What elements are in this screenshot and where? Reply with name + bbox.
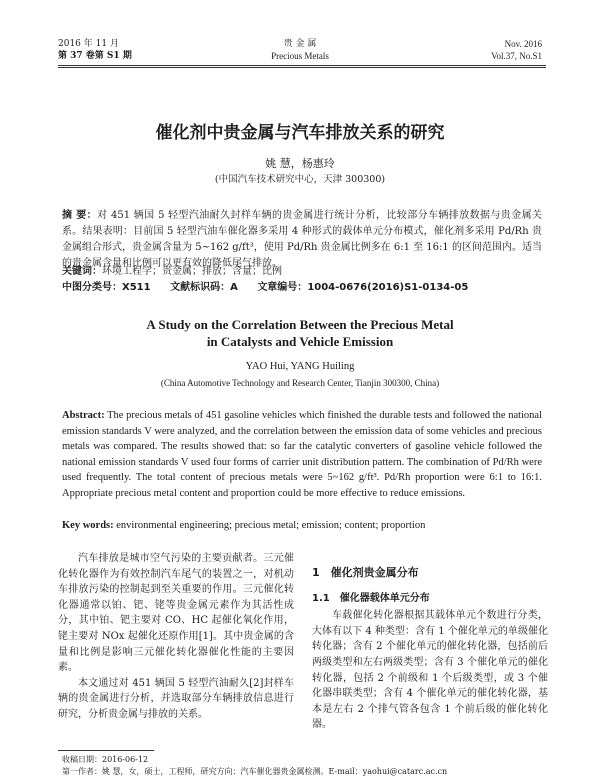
authors-en: YAO Hui, YANG Huiling [245, 361, 355, 372]
article-title-en-line1: A Study on the Correlation Between the Precious Metal [146, 317, 454, 332]
abstract-cn-label: 摘 要： [62, 210, 98, 221]
affiliation-en: (China Automotive Technology and Research Center, Tianjin 300300, China) [160, 378, 440, 388]
header-volume-en: Vol.37, No.S1 [491, 51, 542, 61]
header-issue-info-en [491, 38, 542, 62]
keywords-cn-text: 环境工程学；贵金属；排放；含量；比例 [102, 266, 282, 277]
classification-line [62, 281, 542, 295]
article-title-en [0, 316, 600, 350]
footnote-author: 第一作者：姚 慧，女，硕士，工程师，研究方向：汽车催化器贵金属检测。E-mail：yaohui@catarc.ac.cn [62, 767, 448, 776]
keywords-cn-label: 关键词： [62, 266, 102, 277]
abstract-cn-text: 对 451 辆国 5 轻型汽油耐久封样车辆的贵金属进行统计分析，比较部分车辆排放数据与贵金属关系。结果表明：目前国 5 轻型汽油车催化器多采用 4 种形式的载体单元分布模式，催化剂多采用 Pd/Rh 贵金属组合形式，贵金属含量为 5~162 g/ft³，使用 Pd/Rh 贵金属比例多在 6:1 至 16:1 的区间范围内。适当的贵金属含量和比例可以更有效的降低尾气排放。 [62, 210, 542, 269]
journal-name-cn: 贵 金 属 [283, 39, 317, 49]
footnote-rule [58, 750, 154, 751]
intro-paragraph-2: 本文通过对 451 辆国 5 轻型汽油耐久[2]封样车辆的贵金属进行分析，并选取部分车辆排放信息进行研究，分析贵金属与排放的关系。 [58, 677, 294, 720]
header-volume-cn: 第 37 卷第 S1 期 [58, 51, 132, 61]
keywords-cn [62, 265, 542, 279]
authors-cn: 姚 慧，杨惠玲 [265, 157, 335, 170]
header-date-cn: 2016 年 11 月 [58, 39, 119, 49]
article-title-cn: 催化剂中贵金属与汽车排放关系的研究 [155, 123, 445, 143]
affiliation-cn: (中国汽车技术研究中心，天津 300300) [214, 174, 386, 185]
abstract-en [62, 408, 542, 502]
header-rule-secondary [58, 67, 546, 68]
header-rule [58, 65, 546, 66]
abstract-cn [62, 208, 542, 272]
doc-code-label: 文献标识码： [170, 282, 231, 293]
keywords-en-label: Key words: [62, 520, 114, 531]
doc-code-value: A [230, 282, 238, 293]
section-1-1-paragraph: 车载催化转化器根据其载体单元个数进行分类，大体有以下 4 种类型：含有 1 个催化单元的单级催化转化器；含有 2 个催化单元的催化转化器，包括前后两级类型和左右两级类型；含有 3 个催化单元的催化转化器，包括 2 个前级和 1 个后级类型，或 3 个催化器串联类型；含有 4 个催化单元的催化转化器，基本是左右 2 个排气管各包含 1 个前后级的催化转化器。 [312, 610, 548, 731]
intro-paragraph-1: 汽车排放是城市空气污染的主要贡献者。三元催化转化器作为有效控制汽车尾气的装置之一，对机动车排放污染的控制起到至关重要的作用。三元催化转化器通常以铂、钯、铑等贵金属元素作为其活性成分，其中铂、钯主要对 CO、HC 起催化氧化作用，铑主要对 NOx 起催化还原作用[1]。其中贵金属的含量和比例是影响三元催化转化器催化性能的主要因素。 [58, 553, 294, 674]
subsection-1-1-heading: 1.1 催化器载体单元分布 [312, 592, 430, 604]
article-number-value: 1004-0676(2016)S1-0134-05 [307, 282, 469, 293]
header-date-en: Nov. 2016 [504, 39, 542, 49]
keywords-en-text: environmental engineering; precious metal; emission; content; proportion [116, 520, 426, 531]
section-1-heading: 1 催化剂贵金属分布 [312, 566, 419, 579]
abstract-en-label: Abstract: [62, 410, 105, 421]
body-column-right [312, 551, 548, 733]
article-number-label: 文章编号： [257, 282, 308, 293]
body-column-left [58, 551, 294, 723]
keywords-en [62, 520, 542, 531]
journal-name-en: Precious Metals [271, 51, 329, 61]
abstract-en-text: The precious metals of 451 gasoline vehicles which finished the durable tests and followed the national emission standards V were analyzed, and the correlation between the emission data of some vehicles and precious metals was compared. The results showed that: so far the catalytic converters of gasoline vehicle followed the national emission standards V used four forms of carrier unit distribution pattern. The combination of Pd/Rh were used frequently. The total content of precious metals were 5~162 g/ft³. Pd/Rh proportion were 6:1 to 16:1. Appropriate precious metal content and proportion could be more effective to reduce emissions. [62, 410, 543, 499]
clc-label: 中图分类号： [62, 282, 122, 293]
clc-value: X511 [122, 282, 151, 293]
footnote-received: 收稿日期：2016-06-12 [62, 755, 149, 764]
article-title-en-line2: in Catalysts and Vehicle Emission [206, 334, 394, 349]
